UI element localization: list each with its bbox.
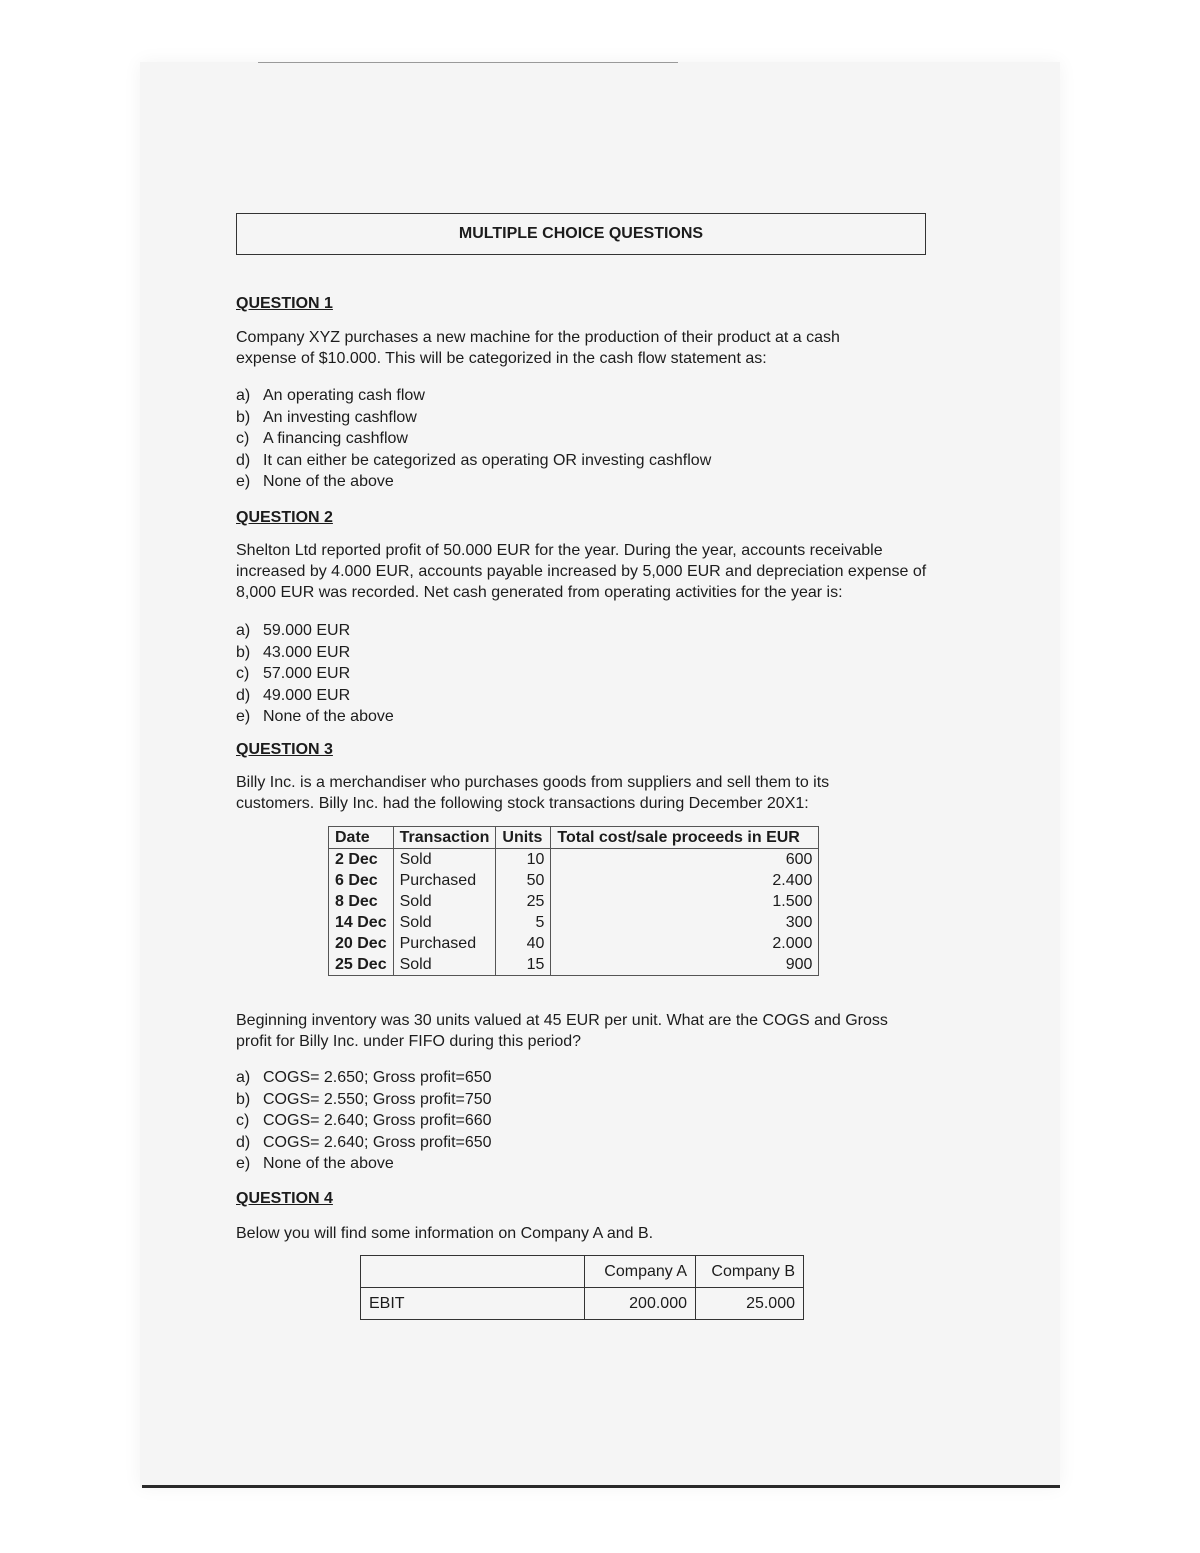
option: c) COGS= 2.640; Gross profit=660: [236, 1112, 492, 1129]
cell-transaction: Sold: [393, 891, 496, 912]
table-row: [329, 912, 819, 933]
column-header: Units: [496, 827, 551, 849]
cell-amount: 300: [551, 912, 819, 933]
cell-transaction: Purchased: [393, 933, 496, 954]
question-1-options: [236, 385, 711, 493]
cell-date: 6 Dec: [329, 870, 394, 891]
option: d) COGS= 2.640; Gross profit=650: [236, 1133, 492, 1151]
cell-amount: 1.500: [551, 891, 819, 912]
cell-units: 50: [496, 870, 551, 891]
paper-bottom-edge: [142, 1485, 1060, 1488]
option: d) 49.000 EUR: [236, 686, 351, 704]
cell-date: 8 Dec: [329, 891, 394, 912]
cell-metric: EBIT: [361, 1288, 585, 1320]
option: c) 57.000 EUR: [236, 665, 351, 682]
option: e) None of the above: [236, 1155, 394, 1172]
column-header: Transaction: [393, 827, 496, 849]
cell-company-b: 25.000: [696, 1288, 804, 1320]
cell-amount: 2.400: [551, 870, 819, 891]
table-row: [329, 954, 819, 976]
cell-date: 25 Dec: [329, 954, 394, 976]
question-4-heading: QUESTION 4: [236, 1190, 333, 1207]
question-2-heading: QUESTION 2: [236, 509, 333, 526]
cell-date: 20 Dec: [329, 933, 394, 954]
cell-date: 14 Dec: [329, 912, 394, 933]
option: d) It can either be categorized as operating OR investing cashflow: [236, 451, 712, 469]
column-header: Company B: [696, 1256, 804, 1288]
column-header: Date: [329, 827, 394, 849]
cell-company-a: 200.000: [585, 1288, 696, 1320]
cell-transaction: Purchased: [393, 870, 496, 891]
column-header: Company A: [585, 1256, 696, 1288]
question-3-heading: QUESTION 3: [236, 741, 333, 758]
question-2-text: Shelton Ltd reported profit of 50.000 EUR for the year. During the year, accounts receivable increased by 4.000 EUR, accounts payable increased by 5,000 EUR and depreciation expense of 8,000 EUR was recorded. Net cash generated from operating activities for the year is:: [236, 542, 927, 601]
table-header-row: [361, 1256, 804, 1288]
option: b) 43.000 EUR: [236, 643, 351, 661]
option: c) A financing cashflow: [236, 430, 408, 447]
paper-top-edge: [258, 62, 678, 63]
company-comparison-table: [360, 1255, 804, 1320]
cell-date: 2 Dec: [329, 849, 394, 871]
question-2-options: [236, 620, 394, 728]
question-1-heading: QUESTION 1: [236, 295, 333, 312]
option: a) COGS= 2.650; Gross profit=650: [236, 1069, 492, 1086]
table-header-row: [329, 827, 819, 849]
option: b) COGS= 2.550; Gross profit=750: [236, 1090, 492, 1108]
question-1-text: Company XYZ purchases a new machine for the production of their product at a cash expense of $10.000. This will be categorized in the cash flow statement as:: [236, 329, 840, 367]
table-row: [329, 891, 819, 912]
cell-amount: 600: [551, 849, 819, 871]
column-header: Total cost/sale proceeds in EUR: [551, 827, 819, 849]
cell-units: 40: [496, 933, 551, 954]
cell-amount: 900: [551, 954, 819, 976]
stock-transactions-table: [328, 826, 819, 976]
question-3-followup-text: Beginning inventory was 30 units valued at 45 EUR per unit. What are the COGS and Gross profit for Billy Inc. under FIFO during this period?: [236, 1012, 888, 1050]
question-3-text: Billy Inc. is a merchandiser who purchases goods from suppliers and sell them to its customers. Billy Inc. had the following stock transactions during December 20X1:: [236, 774, 830, 812]
cell-amount: 2.000: [551, 933, 819, 954]
table-row: [361, 1288, 804, 1320]
cell-units: 15: [496, 954, 551, 976]
question-3-options: [236, 1067, 492, 1175]
cell-transaction: Sold: [393, 912, 496, 933]
table-row: [329, 933, 819, 954]
table-row: [329, 849, 819, 871]
question-4-text: Below you will find some information on Company A and B.: [236, 1225, 654, 1242]
option: e) None of the above: [236, 473, 394, 490]
option: a) An operating cash flow: [236, 387, 425, 404]
cell-units: 25: [496, 891, 551, 912]
cell-transaction: Sold: [393, 954, 496, 976]
option: e) None of the above: [236, 708, 394, 725]
cell-units: 10: [496, 849, 551, 871]
column-header: [361, 1256, 585, 1288]
option: a) 59.000 EUR: [236, 622, 351, 639]
table-row: [329, 870, 819, 891]
option: b) An investing cashflow: [236, 408, 417, 426]
section-header: MULTIPLE CHOICE QUESTIONS: [236, 213, 926, 255]
cell-transaction: Sold: [393, 849, 496, 871]
cell-units: 5: [496, 912, 551, 933]
